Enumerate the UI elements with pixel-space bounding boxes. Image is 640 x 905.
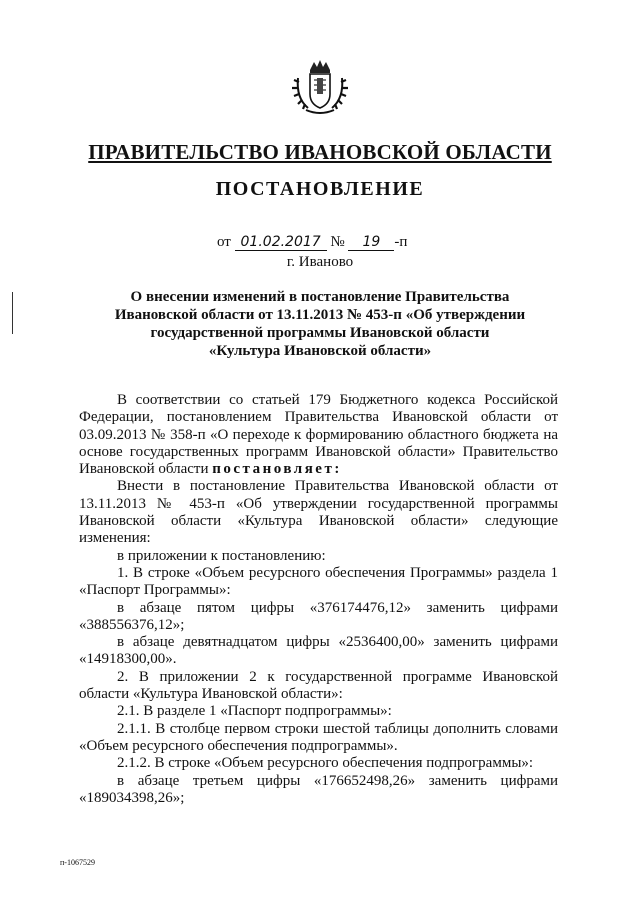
date-number-line (217, 234, 407, 251)
coat-of-arms-emblem (288, 58, 352, 118)
body-paragraph: 2.1.1. В столбце первом строки шестой таблицы дополнить словами «Объем ресурсного обеспечения подпрограммы». (79, 720, 558, 754)
subject-line: государственной программы Ивановской области (150, 325, 490, 341)
body-paragraph: в абзаце третьем цифры «176652498,26» заменить цифрами «189034398,26»; (79, 772, 558, 806)
body-paragraph: в абзаце пятом цифры «376174476,12» заменить цифрами «388556376,12»; (79, 599, 558, 633)
date-prefix: от (217, 234, 231, 250)
resolves-word: постановляет (212, 461, 335, 478)
body-paragraph: 1. В строке «Объем ресурсного обеспечения Программы» раздела 1 «Паспорт Программы»: (79, 564, 558, 599)
document-code: п-1067529 (60, 858, 95, 867)
body-paragraph: в абзаце девятнадцатом цифры «2536400,00» заменить цифрами «14918300,00». (79, 634, 558, 668)
preamble-government: Правительство Ивановской области (79, 443, 558, 478)
document-type-title: ПОСТАНОВЛЕНИЕ (215, 178, 425, 200)
city-line: г. Иваново (286, 254, 354, 270)
body-paragraph: в приложении к постановлению: (117, 547, 326, 564)
government-title: ПРАВИТЕЛЬСТВО ИВАНОВСКОЙ ОБЛАСТИ (88, 140, 552, 164)
subject-line: Ивановской области от 13.11.2013 № 453-п «Об утверждении (114, 307, 526, 323)
handwritten-number: 19 (348, 234, 394, 251)
document-body (79, 392, 558, 807)
preamble-text: В соответствии со статьей 179 Бюджетного кодекса Российской Федерации, постановлением Правительства Ивановской области от 03.09.2013 № 358-п «О переходе к формированию областного бюджета на основе государственных программ Ивановской области» (79, 392, 558, 460)
handwritten-date: 01.02.2017 (235, 234, 327, 251)
document-subject (100, 288, 540, 360)
resolves-colon: : (334, 461, 340, 478)
margin-line (12, 292, 13, 334)
body-paragraph: 2.1. В разделе 1 «Паспорт подпрограммы»: (117, 703, 392, 720)
body-paragraph: 2. В приложении 2 к государственной программе Ивановской области «Культура Ивановской области»: (79, 668, 558, 703)
number-sign: № (330, 234, 345, 250)
body-paragraph (79, 392, 558, 478)
body-paragraph: 2.1.2. В строке «Объем ресурсного обеспечения подпрограммы»: (117, 755, 534, 772)
number-suffix: -п (394, 234, 408, 250)
body-paragraph: Внести в постановление Правительства Ивановской области от 13.11.2013 № 453-п «Об утверждении государственной программы Ивановской области «Культура Ивановской области» следующие изменения: (79, 478, 558, 547)
subject-line: О внесении изменений в постановление Правительства (130, 289, 510, 305)
subject-line: «Культура Ивановской области» (208, 343, 432, 359)
